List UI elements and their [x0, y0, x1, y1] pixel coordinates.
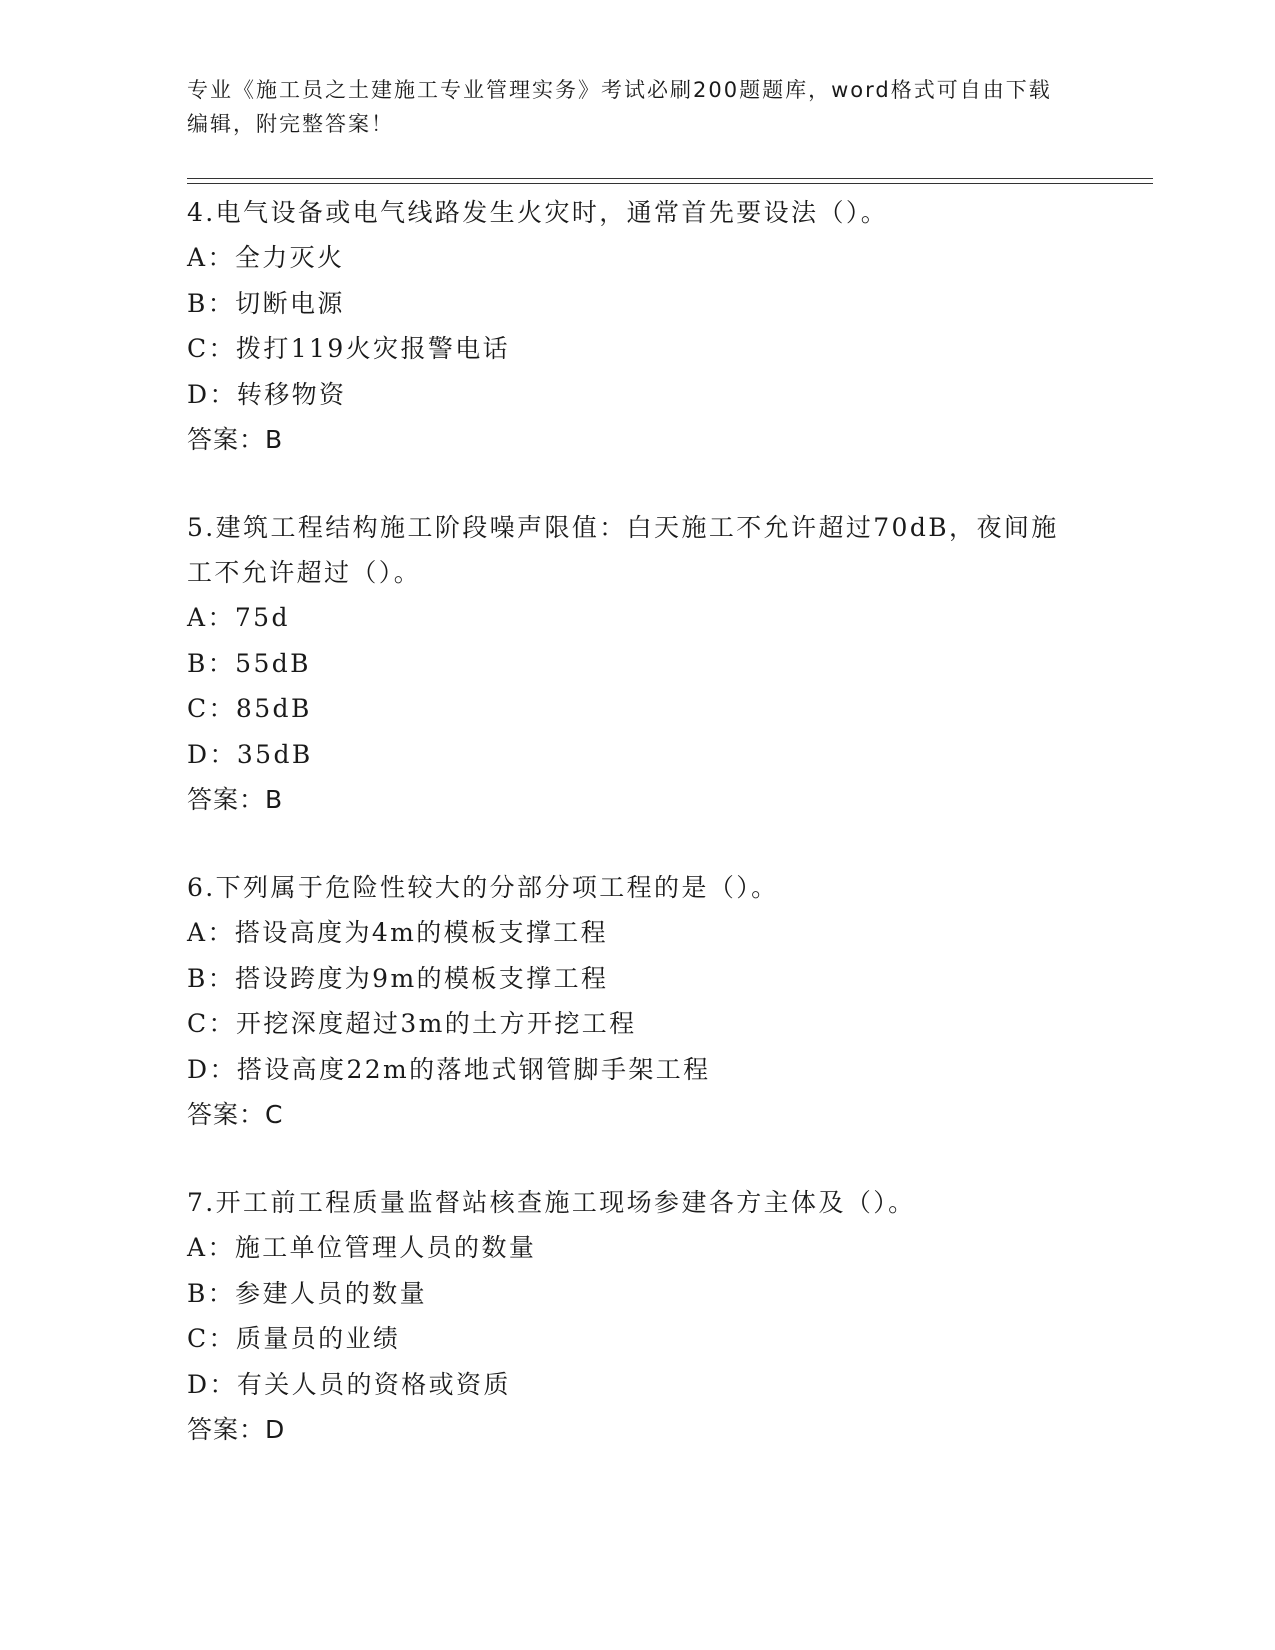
option-c: C：85dB [187, 694, 312, 723]
option-a: A：搭设高度为4m的模板支撑工程 [187, 918, 609, 947]
header-divider-bottom [187, 183, 1153, 184]
answer-line: 答案：D [187, 1415, 286, 1444]
question-6 [187, 865, 1087, 1137]
option-c: C：质量员的业绩 [187, 1324, 401, 1353]
option-b: B：搭设跨度为9m的模板支撑工程 [187, 963, 609, 993]
question-stem: 4.电气设备或电气线路发生火灾时，通常首先要设法（）。 [187, 198, 889, 227]
question-5 [187, 505, 1087, 822]
question-spacer [187, 462, 1087, 505]
option-c: C：拨打119火灾报警电话 [187, 334, 511, 363]
option-d: D：有关人员的资格或资质 [187, 1369, 511, 1399]
question-spacer [187, 822, 1087, 865]
option-b: B：切断电源 [187, 288, 345, 318]
answer-line: 答案：B [187, 785, 284, 814]
option-c: C：开挖深度超过3m的土方开挖工程 [187, 1009, 637, 1038]
question-spacer [187, 1137, 1087, 1180]
option-a: A：施工单位管理人员的数量 [187, 1233, 537, 1262]
option-a: A：全力灭火 [187, 243, 345, 272]
option-d: D：转移物资 [187, 379, 347, 409]
question-4 [187, 190, 1087, 462]
option-b: B：55dB [187, 648, 311, 678]
option-b: B：参建人员的数量 [187, 1278, 427, 1308]
document-intro: 专业《施工员之土建施工专业管理实务》考试必刷200题题库，word格式可自由下载编辑，附完整答案！ [187, 78, 1052, 136]
header-divider-top [187, 178, 1153, 179]
question-stem: 5.建筑工程结构施工阶段噪声限值：白天施工不允许超过70dB，夜间施工不允许超过（）。 [187, 513, 1059, 587]
answer-line: 答案：B [187, 425, 284, 454]
question-7 [187, 1180, 1087, 1452]
question-stem: 6.下列属于危险性较大的分部分项工程的是（）。 [187, 873, 779, 902]
option-a: A：75d [187, 603, 290, 632]
option-d: D：搭设高度22m的落地式钢管脚手架工程 [187, 1054, 711, 1084]
question-list [187, 190, 1087, 1452]
question-stem: 7.开工前工程质量监督站核查施工现场参建各方主体及（）。 [187, 1188, 916, 1217]
option-d: D：35dB [187, 739, 313, 769]
answer-line: 答案：C [187, 1100, 284, 1129]
